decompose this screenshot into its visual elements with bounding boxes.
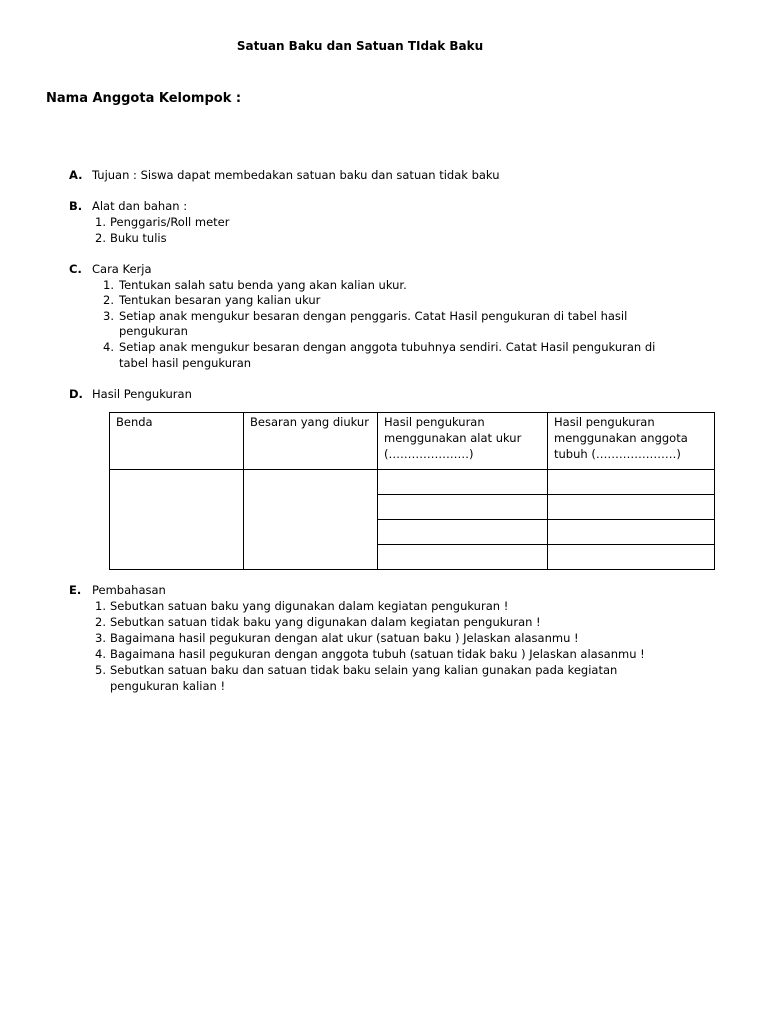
list-item: Sebutkan satuan tidak baku yang digunakan dalam kegiatan pengukuran ! xyxy=(110,615,541,629)
table-cell xyxy=(378,520,548,545)
section-c-letter: C. xyxy=(69,262,82,276)
section-a-text: Tujuan : Siswa dapat membedakan satuan baku dan satuan tidak baku xyxy=(92,168,500,182)
table-header-besaran: Besaran yang diukur xyxy=(244,413,378,470)
table-header-row xyxy=(110,413,715,470)
list-item: Penggaris/Roll meter xyxy=(110,215,230,229)
table-cell xyxy=(548,495,715,520)
section-c-text: Cara Kerja xyxy=(92,262,152,276)
list-item-number: 4. xyxy=(103,340,114,354)
table-header-benda: Benda xyxy=(110,413,244,470)
table-cell xyxy=(378,495,548,520)
table-cell-benda xyxy=(110,470,244,570)
list-item-number: 1. xyxy=(95,599,106,613)
document-title: Satuan Baku dan Satuan TIdak Baku xyxy=(236,39,484,53)
list-item-number: 1. xyxy=(103,278,114,292)
section-d-text: Hasil Pengukuran xyxy=(92,387,192,401)
group-members-label: Nama Anggota Kelompok : xyxy=(46,91,242,106)
section-d-letter: D. xyxy=(69,387,83,401)
table-cell-besaran xyxy=(244,470,378,570)
list-item-number: 5. xyxy=(95,663,106,677)
list-item: Bagaimana hasil pegukuran dengan alat ukur (satuan baku ) Jelaskan alasanmu ! xyxy=(110,631,579,645)
list-item-number: 4. xyxy=(95,647,106,661)
list-item-number: 2. xyxy=(95,231,106,245)
list-item: Sebutkan satuan baku dan satuan tidak baku selain yang kalian gunakan pada kegiatan xyxy=(110,663,618,677)
table-cell xyxy=(548,545,715,570)
section-a-letter: A. xyxy=(69,168,83,182)
list-item: Tentukan besaran yang kalian ukur xyxy=(119,293,321,307)
list-item: Buku tulis xyxy=(110,231,167,245)
list-item-number: 2. xyxy=(103,293,114,307)
list-item-number: 1. xyxy=(95,215,106,229)
list-item: Setiap anak mengukur besaran dengan penggaris. Catat Hasil pengukuran di tabel hasil xyxy=(119,309,628,323)
list-item: Bagaimana hasil pegukuran dengan anggota tubuh (satuan tidak baku ) Jelaskan alasanmu ! xyxy=(110,647,645,661)
table-header-anggota-tubuh: Hasil pengukuran menggunakan anggota tubuh (…………………) xyxy=(548,413,715,470)
list-item-continuation: pengukuran xyxy=(119,324,188,338)
list-item-number: 3. xyxy=(95,631,106,645)
table-cell xyxy=(548,470,715,495)
table-header-alat-ukur: Hasil pengukuran menggunakan alat ukur (…………………) xyxy=(378,413,548,470)
list-item: Tentukan salah satu benda yang akan kalian ukur. xyxy=(119,278,407,292)
table-cell xyxy=(378,545,548,570)
table-row xyxy=(110,470,715,495)
results-table xyxy=(109,412,715,570)
table-cell xyxy=(548,520,715,545)
section-b-text: Alat dan bahan : xyxy=(92,199,188,213)
section-e-letter: E. xyxy=(69,583,82,597)
list-item-continuation: tabel hasil pengukuran xyxy=(119,356,252,370)
section-e-text: Pembahasan xyxy=(92,583,166,597)
list-item: Setiap anak mengukur besaran dengan anggota tubuhnya sendiri. Catat Hasil pengukuran di xyxy=(119,340,656,354)
section-b-letter: B. xyxy=(69,199,83,213)
list-item: Sebutkan satuan baku yang digunakan dalam kegiatan pengukuran ! xyxy=(110,599,509,613)
list-item-number: 2. xyxy=(95,615,106,629)
list-item-continuation: pengukuran kalian ! xyxy=(110,679,226,693)
list-item-number: 3. xyxy=(103,309,114,323)
table-cell xyxy=(378,470,548,495)
